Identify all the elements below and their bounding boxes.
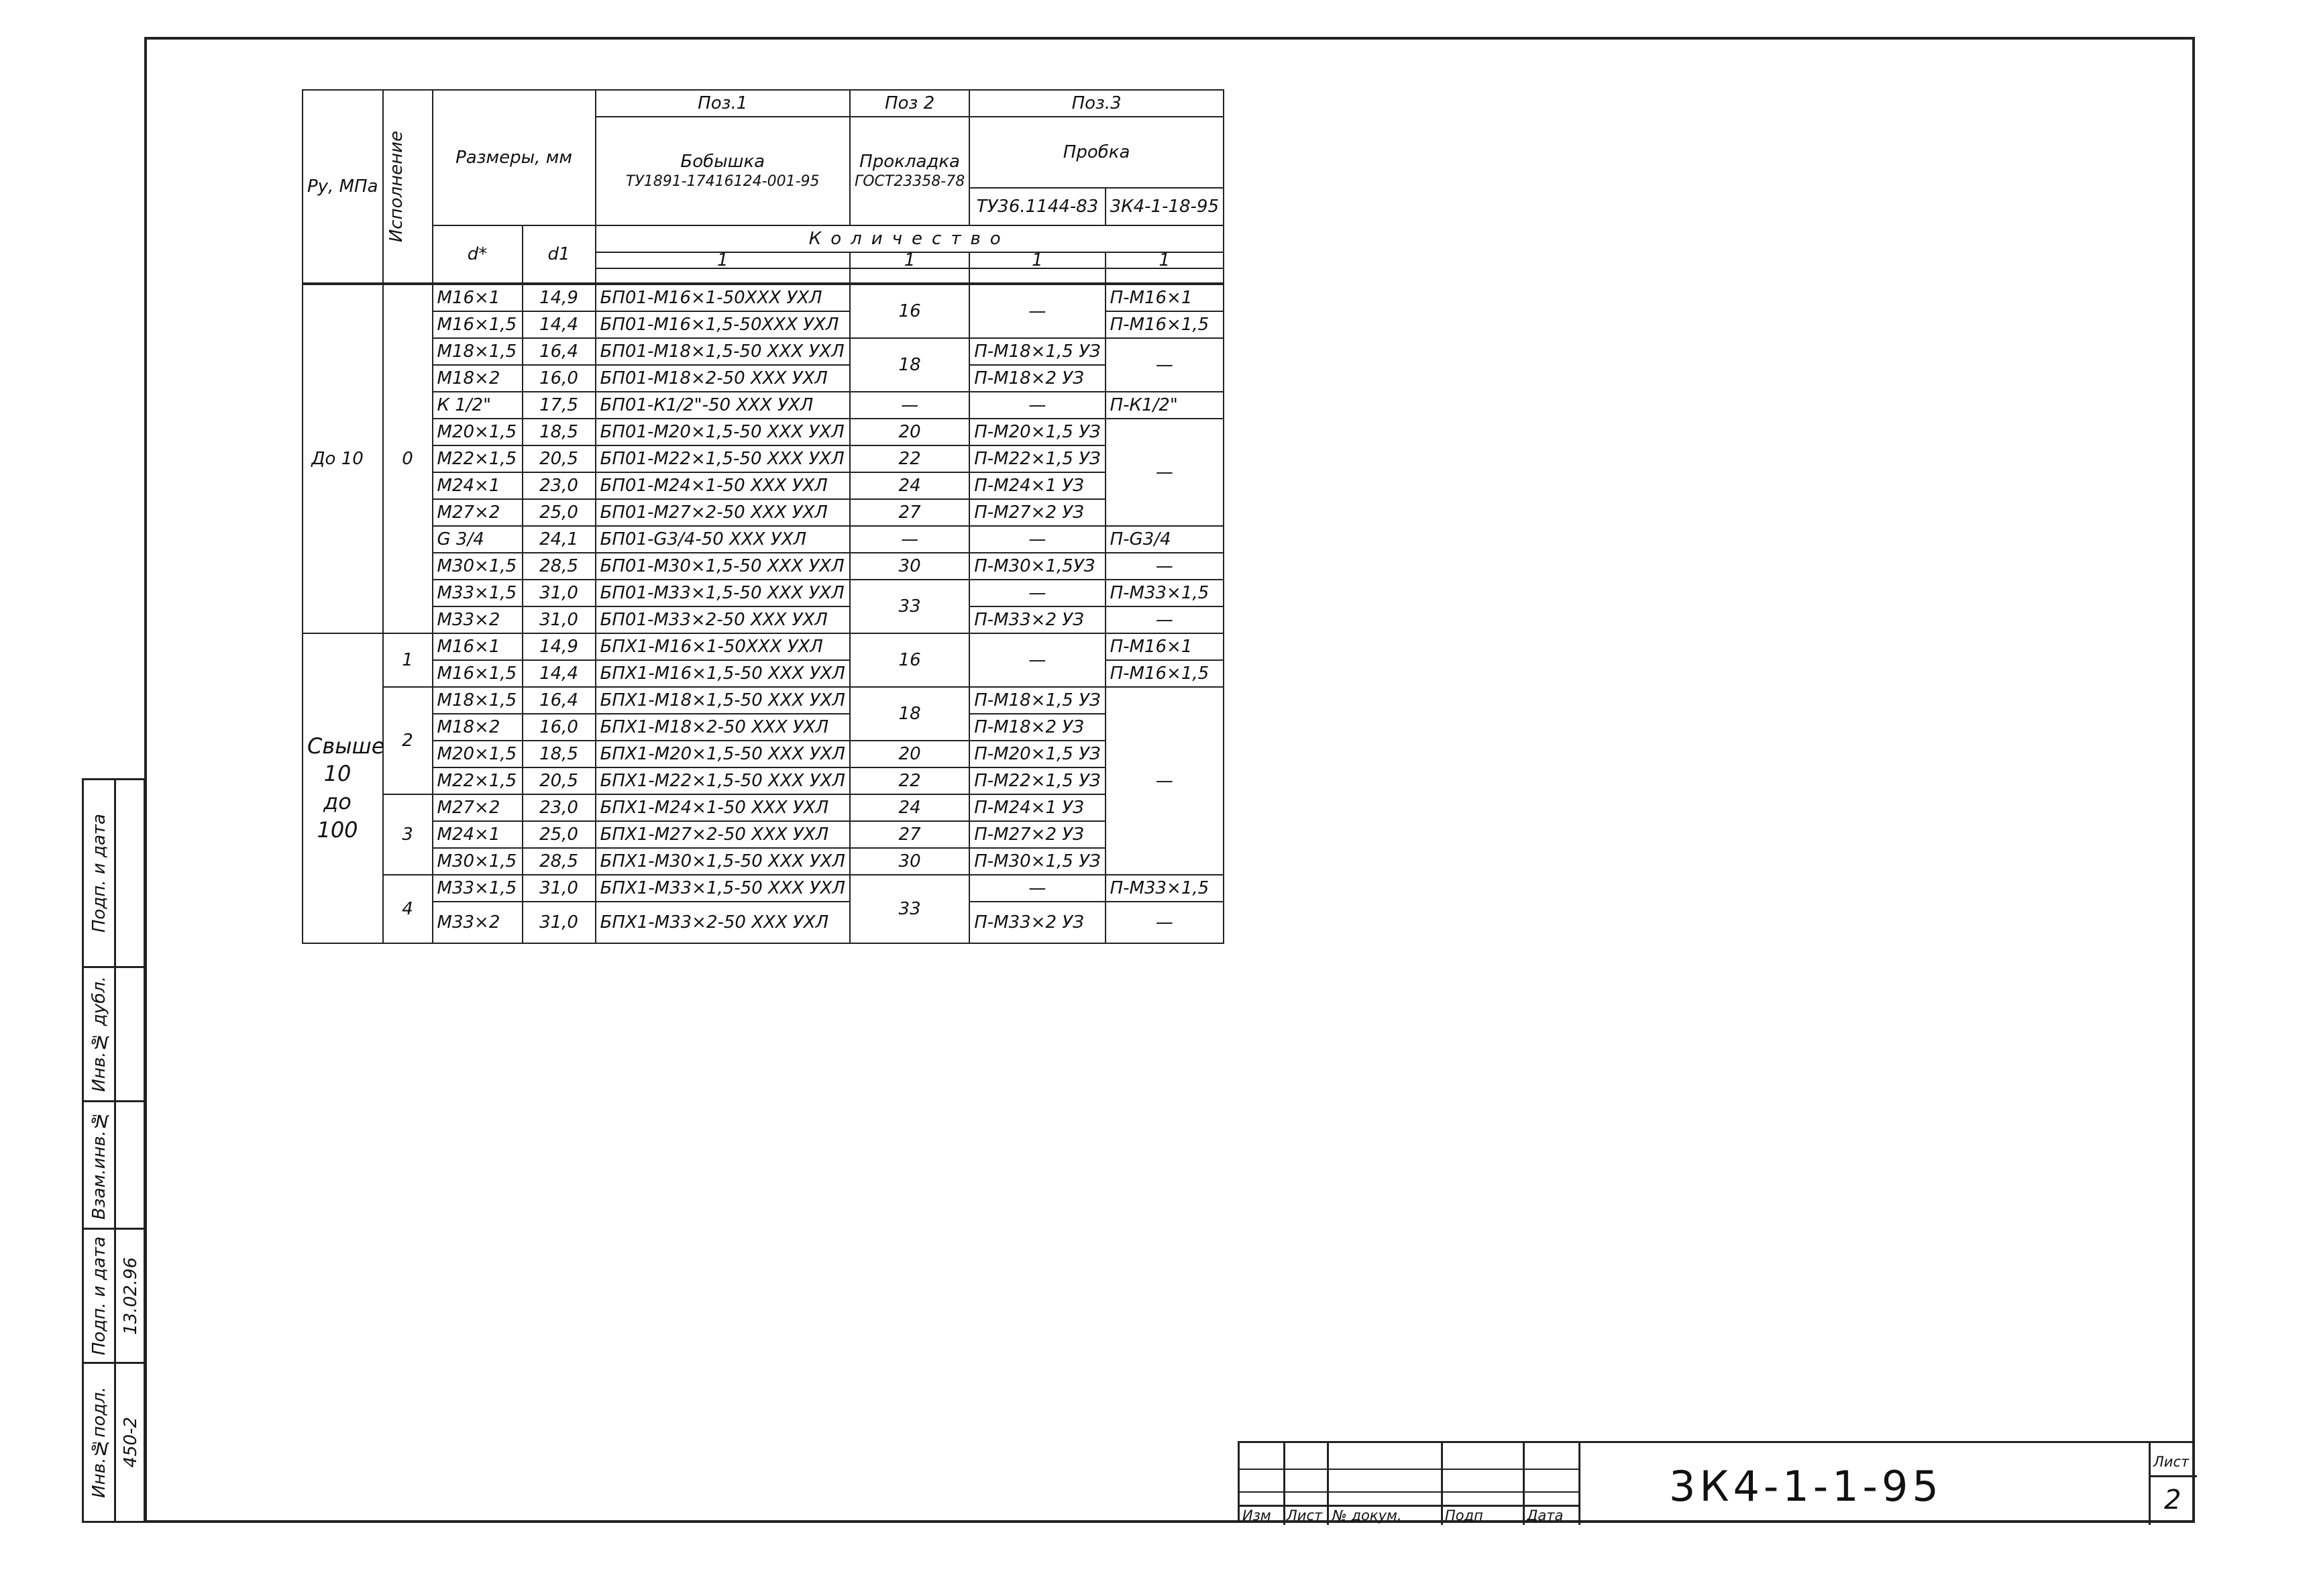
gasket-cell: 18 (850, 338, 969, 392)
table-row: 16,4 (523, 687, 596, 714)
plug-a-cell: — (969, 526, 1105, 553)
table-row: БП01-М22×1,5-50 ХХХ УХЛ (596, 445, 850, 472)
gasket-cell: 22 (850, 767, 969, 794)
strip-label: Подп. и дата (89, 1236, 109, 1356)
gasket-cell: 24 (850, 472, 969, 499)
plug-a-cell: П-М18×2 УЗ (969, 365, 1105, 392)
table-row: 28,5 (523, 553, 596, 580)
table-row: 14,9 (523, 284, 596, 311)
table-row: БПХ1-М27×2-50 ХХХ УХЛ (596, 821, 850, 848)
plug-a-cell: П-М27×2 УЗ (969, 499, 1105, 526)
table-row: 14,4 (523, 660, 596, 687)
table-row: М24×1 (433, 472, 523, 499)
plug-a-cell: П-М18×2 УЗ (969, 714, 1105, 741)
pos3-name: Пробка (969, 117, 1224, 188)
pos3-header: Поз.3 (969, 90, 1224, 117)
gasket-cell: 27 (850, 499, 969, 526)
stamp-list: Лист (1287, 1507, 1323, 1524)
gasket-cell: 27 (850, 821, 969, 848)
table-row: 28,5 (523, 848, 596, 875)
strip-label: Инв.№подл. (89, 1387, 109, 1498)
exec-header: Исполнение (383, 90, 433, 283)
document-code: 3К4-1-1-95 (1669, 1462, 1943, 1511)
table-row: 14,9 (523, 633, 596, 660)
exec-3: 3 (383, 794, 433, 875)
gasket-cell: — (850, 392, 969, 419)
pos3-std-b: 3К4-1-18-95 (1106, 188, 1224, 225)
qty-cell-1: 1 (596, 252, 850, 283)
gasket-cell: 33 (850, 875, 969, 943)
plug-a-cell: П-М18×1,5 УЗ (969, 338, 1105, 365)
exec-4: 4 (383, 875, 433, 943)
pu-group-1: До 10 (303, 284, 383, 633)
exec-1: 1 (383, 633, 433, 687)
strip-label: Взам.инв.№ (89, 1110, 109, 1220)
table-row: 31,0 (523, 902, 596, 943)
table-row: БП01-М18×1,5-50 ХХХ УХЛ (596, 338, 850, 365)
table-row: БП01-М24×1-50 ХХХ УХЛ (596, 472, 850, 499)
strip-label: Инв.№ дубл. (89, 976, 109, 1092)
table-row: 24,1 (523, 526, 596, 553)
table-row: БП01-М20×1,5-50 ХХХ УХЛ (596, 419, 850, 445)
plug-b-cell: — (1106, 687, 1224, 875)
table-row: 16,4 (523, 338, 596, 365)
table-row: М18×2 (433, 714, 523, 741)
specification-table (302, 89, 1224, 944)
table-row: 25,0 (523, 499, 596, 526)
table-row: 25,0 (523, 821, 596, 848)
title-block (1238, 1441, 2195, 1523)
table-row: М30×1,5 (433, 553, 523, 580)
table-row: 14,4 (523, 311, 596, 338)
table-row: БПХ1-М22×1,5-50 ХХХ УХЛ (596, 767, 850, 794)
table-row: БПХ1-М16×1-50ХХХ УХЛ (596, 633, 850, 660)
pos2-name: Прокладка ГОСТ23358-78 (850, 117, 969, 225)
gasket-cell: 30 (850, 848, 969, 875)
d-header: d* (433, 225, 523, 283)
table-row: БПХ1-М18×2-50 ХХХ УХЛ (596, 714, 850, 741)
pos3-std-a: ТУ36.1144-83 (969, 188, 1105, 225)
table-row: М18×1,5 (433, 338, 523, 365)
table-row: М16×1 (433, 284, 523, 311)
table-row: К 1/2" (433, 392, 523, 419)
plug-a-cell: — (969, 284, 1105, 338)
table-row: БПХ1-М18×1,5-50 ХХХ УХЛ (596, 687, 850, 714)
table-row: 31,0 (523, 606, 596, 633)
plug-b-cell: П-К1/2" (1106, 392, 1224, 419)
gasket-cell: 33 (850, 580, 969, 633)
plug-a-cell: П-М20×1,5 УЗ (969, 741, 1105, 767)
table-row: М30×1,5 (433, 848, 523, 875)
table-row: М16×1 (433, 633, 523, 660)
signature-strip (82, 778, 146, 1523)
table-row: 23,0 (523, 794, 596, 821)
table-row: БП01-М18×2-50 ХХХ УХЛ (596, 365, 850, 392)
gasket-cell: 30 (850, 553, 969, 580)
table-row: БП01-М16×1-50ХХХ УХЛ (596, 284, 850, 311)
plug-a-cell: П-М20×1,5 УЗ (969, 419, 1105, 445)
table-row: М18×2 (433, 365, 523, 392)
gasket-cell: 16 (850, 284, 969, 338)
sheet-label: Лист (2153, 1454, 2190, 1470)
plug-a-cell: П-М30×1,5УЗ (969, 553, 1105, 580)
table-row: 18,5 (523, 741, 596, 767)
table-row: М22×1,5 (433, 445, 523, 472)
plug-b-cell: П-М33×1,5 (1106, 580, 1224, 606)
table-row: М33×1,5 (433, 875, 523, 902)
pos1-name: Бобышка ТУ1891-17416124-001-95 (596, 117, 850, 225)
stamp-podp: Подп (1445, 1507, 1483, 1524)
plug-b-cell: — (1106, 419, 1224, 526)
qty-cell-3: 1 (969, 252, 1105, 283)
plug-b-cell: П-М16×1,5 (1106, 311, 1224, 338)
quantity-header: Количество (596, 225, 1224, 252)
plug-a-cell: П-М24×1 УЗ (969, 472, 1105, 499)
plug-b-cell: — (1106, 902, 1224, 943)
exec-0: 0 (383, 284, 433, 633)
plug-b-cell: П-М16×1 (1106, 633, 1224, 660)
table-row: БП01-G3/4-50 ХХХ УХЛ (596, 526, 850, 553)
table-row: БПХ1-М24×1-50 ХХХ УХЛ (596, 794, 850, 821)
plug-a-cell: П-М27×2 УЗ (969, 821, 1105, 848)
plug-a-cell: П-М30×1,5 УЗ (969, 848, 1105, 875)
table-row: БП01-М33×1,5-50 ХХХ УХЛ (596, 580, 850, 606)
stamp-doc-no: № докум. (1332, 1507, 1402, 1524)
table-row: М27×2 (433, 794, 523, 821)
table-row: 17,5 (523, 392, 596, 419)
plug-a-cell: — (969, 580, 1105, 606)
table-row: М22×1,5 (433, 767, 523, 794)
table-row: БПХ1-М33×2-50 ХХХ УХЛ (596, 902, 850, 943)
plug-b-cell: — (1106, 553, 1224, 580)
pos2-header: Поз 2 (850, 90, 969, 117)
plug-b-cell: П-М33×1,5 (1106, 875, 1224, 902)
plug-a-cell: — (969, 392, 1105, 419)
stamp-izm: Изм (1242, 1507, 1271, 1524)
plug-b-cell: П-М16×1 (1106, 284, 1224, 311)
table-row: М33×2 (433, 606, 523, 633)
plug-b-cell: П-G3/4 (1106, 526, 1224, 553)
table-row: БП01-М33×2-50 ХХХ УХЛ (596, 606, 850, 633)
pu-header: Pу, МПа (303, 90, 383, 283)
table-row: М33×2 (433, 902, 523, 943)
table-row: БПХ1-М30×1,5-50 ХХХ УХЛ (596, 848, 850, 875)
plug-b-cell: — (1106, 338, 1224, 392)
table-row: БП01-М27×2-50 ХХХ УХЛ (596, 499, 850, 526)
table-row: М24×1 (433, 821, 523, 848)
plug-a-cell: — (969, 633, 1105, 687)
table-row: 16,0 (523, 365, 596, 392)
pu-group-2: Свыше 10 до 100 (303, 633, 383, 943)
table-row: М20×1,5 (433, 419, 523, 445)
table-row: БП01-К1/2"-50 ХХХ УХЛ (596, 392, 850, 419)
pos1-header: Поз.1 (596, 90, 850, 117)
plug-a-cell: П-М18×1,5 УЗ (969, 687, 1105, 714)
d1-header: d1 (523, 225, 596, 283)
table-row: М16×1,5 (433, 311, 523, 338)
plug-b-cell: П-М16×1,5 (1106, 660, 1224, 687)
table-row: БПХ1-М33×1,5-50 ХХХ УХЛ (596, 875, 850, 902)
qty-cell-2: 1 (850, 252, 969, 283)
table-row: М33×1,5 (433, 580, 523, 606)
table-row: 23,0 (523, 472, 596, 499)
table-row: БП01-М30×1,5-50 ХХХ УХЛ (596, 553, 850, 580)
strip-value: 450-2 (121, 1417, 141, 1468)
exec-2: 2 (383, 687, 433, 794)
table-row: М16×1,5 (433, 660, 523, 687)
table-row: М27×2 (433, 499, 523, 526)
gasket-cell: 20 (850, 419, 969, 445)
table-row: 31,0 (523, 875, 596, 902)
gasket-cell: 16 (850, 633, 969, 687)
strip-label-column (84, 780, 116, 1521)
table-row: М20×1,5 (433, 741, 523, 767)
plug-a-cell: П-М22×1,5 УЗ (969, 767, 1105, 794)
qty-cell-4: 1 (1106, 252, 1224, 283)
strip-value: 13.02.96 (121, 1257, 141, 1335)
plug-a-cell: П-М33×2 УЗ (969, 902, 1105, 943)
table-row: М18×1,5 (433, 687, 523, 714)
strip-label: Подп. и дата (89, 813, 109, 933)
stamp-date: Дата (1527, 1507, 1564, 1524)
table-row: 18,5 (523, 419, 596, 445)
gasket-cell: — (850, 526, 969, 553)
gasket-cell: 18 (850, 687, 969, 741)
table-row: 20,5 (523, 445, 596, 472)
plug-a-cell: П-М24×1 УЗ (969, 794, 1105, 821)
plug-a-cell: П-М33×2 УЗ (969, 606, 1105, 633)
sizes-header: Размеры, мм (433, 90, 596, 225)
plug-a-cell: П-М22×1,5 УЗ (969, 445, 1105, 472)
strip-value-column (116, 780, 146, 1521)
plug-b-cell: — (1106, 606, 1224, 633)
sheet-number: 2 (2164, 1485, 2182, 1515)
gasket-cell: 24 (850, 794, 969, 821)
gasket-cell: 22 (850, 445, 969, 472)
gasket-cell: 20 (850, 741, 969, 767)
table-row: 31,0 (523, 580, 596, 606)
table-row: G 3/4 (433, 526, 523, 553)
table-row: 16,0 (523, 714, 596, 741)
table-row: БПХ1-М20×1,5-50 ХХХ УХЛ (596, 741, 850, 767)
table-row: 20,5 (523, 767, 596, 794)
table-row: БПХ1-М16×1,5-50 ХХХ УХЛ (596, 660, 850, 687)
table-row: БП01-М16×1,5-50ХХХ УХЛ (596, 311, 850, 338)
plug-a-cell: — (969, 875, 1105, 902)
